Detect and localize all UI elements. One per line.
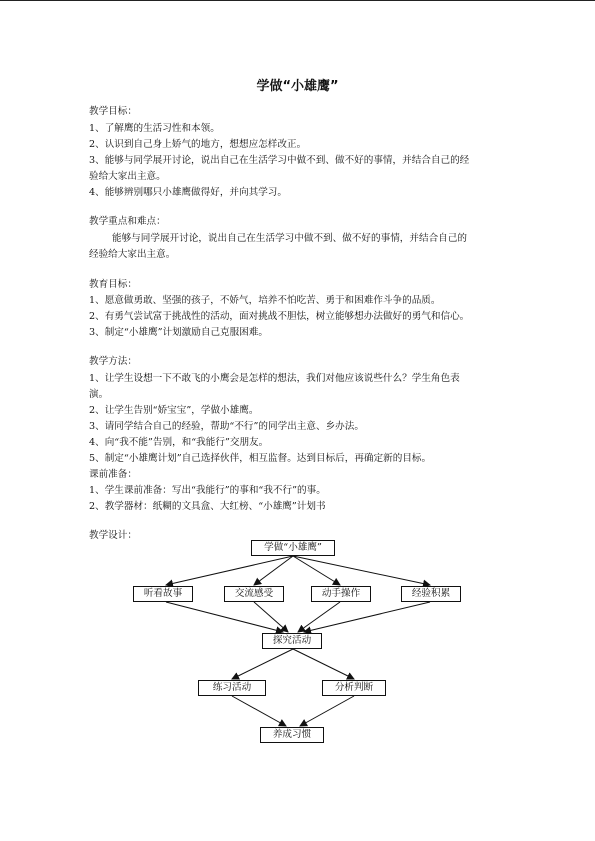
method-item: 5、制定“小雄鹰计划”自己选择伙伴，相互监督。达到目标后，再确定新的目标。 <box>89 453 432 464</box>
section-heading-key-points: 教学重点和难点： <box>89 216 166 227</box>
flowchart-node-story: 听看故事 <box>133 586 193 602</box>
key-point-text: 能够与同学展开讨论，说出自己在生活学习中做不到、做不好的事情，并结合自己的 <box>112 233 467 244</box>
section-heading-design: 教学设计： <box>89 530 137 541</box>
preparation-item: 1、学生课前准备：写出“我能行”的事和“我不行”的事。 <box>89 485 326 496</box>
goal-item: 4、能够辨别哪只小雄鹰做得好，并向其学习。 <box>89 187 287 198</box>
arrow-explore-to-analysis <box>293 649 354 679</box>
section-heading-education-goals: 教育目标： <box>89 279 137 290</box>
section-heading-goals: 教学目标： <box>89 106 137 117</box>
goal-item: 3、能够与同学展开讨论，说出自己在生活学习中做不到、做不好的事情，并结合自己的经 <box>89 155 470 166</box>
goal-item: 1、了解鹰的生活习性和本领。 <box>89 123 220 134</box>
preparation-item: 2、教学器材：纸糊的文具盒、大红榜、“小雄鹰”计划书 <box>89 501 326 512</box>
flowchart-node-hands-on: 动手操作 <box>311 586 371 602</box>
goal-item: 2、认识到自己身上娇气的地方，想想应怎样改正。 <box>89 139 307 150</box>
arrow-top-to-hands-on <box>293 556 340 585</box>
arrow-story-to-explore <box>166 602 283 632</box>
flowchart-node-practice: 练习活动 <box>198 680 266 696</box>
section-heading-methods: 教学方法： <box>89 356 137 367</box>
page-title: 学做“小雄鹰” <box>256 79 339 94</box>
education-goal-item: 3、制定“小雄鹰”计划激励自己克服困难。 <box>89 327 269 338</box>
key-point-text-continued: 经验给大家出主意。 <box>89 249 176 260</box>
arrow-explore-to-practice <box>232 649 293 679</box>
method-item: 2、让学生告别“娇宝宝”，学做小雄鹰。 <box>89 405 259 416</box>
method-item: 3、请同学结合自己的经验，帮助“不行”的同学出主意、乡办法。 <box>89 421 364 432</box>
section-heading-preparation: 课前准备： <box>89 469 137 480</box>
method-item: 1、让学生设想一下不敢飞的小鹰会是怎样的想法，我们对他应该说些什么？学生角色表 <box>89 373 460 384</box>
method-item-continued: 演。 <box>89 389 109 400</box>
flowchart-node-top: 学做“小雄鹰” <box>251 540 335 556</box>
flowchart-node-exchange: 交流感受 <box>224 586 284 602</box>
arrow-analysis-to-habit <box>300 696 354 726</box>
education-goal-item: 2、有勇气尝试富于挑战性的活动，面对挑战不胆怯，树立能够想办法做好的勇气和信心。 <box>89 311 470 322</box>
arrow-experience-to-explore <box>304 602 430 632</box>
arrow-exchange-to-explore <box>254 602 288 632</box>
arrow-hands-on-to-explore <box>298 602 340 632</box>
arrow-practice-to-habit <box>232 696 286 726</box>
goal-item-continued: 验给大家出主意。 <box>89 171 166 182</box>
flowchart-node-habit: 养成习惯 <box>260 727 324 743</box>
flowchart-node-experience: 经验积累 <box>401 586 461 602</box>
flowchart-node-explore: 探究活动 <box>262 633 322 649</box>
flowchart-node-analysis: 分析判断 <box>322 680 386 696</box>
education-goal-item: 1、愿意做勇敢、坚强的孩子，不娇气，培养不怕吃苦、勇于和困难作斗争的品质。 <box>89 295 441 306</box>
arrow-top-to-experience <box>293 556 430 585</box>
method-item: 4、向“我不能”告别，和“我能行”交朋友。 <box>89 437 269 448</box>
